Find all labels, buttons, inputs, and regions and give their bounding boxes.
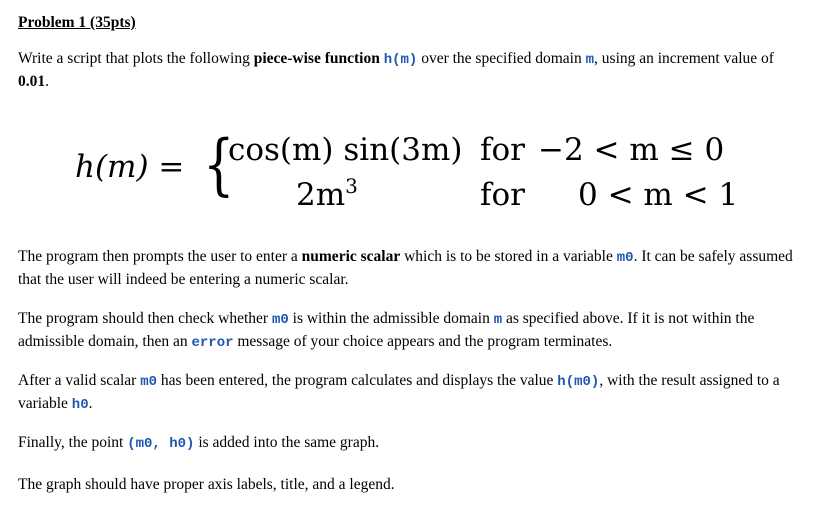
- check-paragraph: [18, 308, 808, 354]
- para4-text: , with the result assigned to a variable: [18, 372, 780, 412]
- formula-lhs: h(m) =: [75, 149, 185, 185]
- para2-bold-numeric-scalar: numeric scalar: [301, 248, 401, 265]
- formula-case2-expr: [296, 174, 358, 213]
- intro-bold-piecewise: piece-wise function: [253, 50, 380, 67]
- intro-text: over the specified domain: [417, 50, 586, 67]
- para5-text: is added into the same graph.: [194, 434, 380, 451]
- prompt-paragraph: [18, 246, 808, 291]
- para3-code-m: m: [493, 312, 503, 328]
- para2-text: . It can be safely assumed that the user will indeed be entering a numeric scalar.: [18, 248, 793, 288]
- para2-code-m0: m0: [616, 250, 634, 266]
- graph-paragraph: [18, 474, 808, 496]
- para4-text: .: [88, 395, 93, 412]
- formula-case2-for: for: [480, 177, 525, 213]
- formula-case1-expr: cos(m) sin(3m): [228, 132, 463, 168]
- problem-title: Problem 1 (35pts): [18, 14, 136, 31]
- formula-case2-exp: 3: [345, 174, 358, 198]
- para6-text: The graph should have proper axis labels, title, and a legend.: [18, 476, 395, 493]
- intro-code-hm: h(m): [383, 52, 418, 68]
- para4-text: After a valid scalar: [18, 372, 141, 389]
- para5-code-point: (m0, h0): [127, 436, 195, 452]
- intro-text: Write a script that plots the following: [18, 50, 254, 67]
- para4-code-hm0: h(m0): [557, 374, 600, 390]
- para2-text: The program then prompts the user to enter a: [18, 248, 302, 265]
- intro-code-m: m: [585, 52, 595, 68]
- para3-text: is within the admissible domain: [288, 310, 494, 327]
- formula-case2-cond: 0 < m < 1: [578, 177, 739, 213]
- para4-text: has been entered, the program calculates and displays the value: [157, 372, 558, 389]
- para5-text: Finally, the point: [18, 434, 128, 451]
- para3-text: as specified above. If it is not within the admissible domain, then an: [18, 310, 755, 350]
- point-paragraph: [18, 432, 808, 455]
- para3-text: The program should then check whether: [18, 310, 272, 327]
- para3-code-error: error: [191, 335, 234, 351]
- para2-text: which is to be stored in a variable: [400, 248, 617, 265]
- formula-brace: {: [203, 126, 235, 203]
- para4-code-m0: m0: [140, 374, 158, 390]
- para3-text: message of your choice appears and the program terminates.: [233, 333, 613, 350]
- formula-case1-for: for: [480, 132, 525, 168]
- formula-case1-cond: −2 < m ≤ 0: [538, 132, 725, 168]
- para3-code-m0: m0: [271, 312, 289, 328]
- para4-code-h0: h0: [71, 397, 89, 413]
- intro-paragraph: [18, 48, 808, 93]
- formula-case2-base: 2m: [296, 177, 346, 213]
- intro-bold-increment: 0.01: [18, 73, 46, 90]
- intro-text: .: [45, 73, 49, 90]
- intro-text: , using an increment value of: [594, 50, 774, 67]
- compute-paragraph: [18, 370, 808, 416]
